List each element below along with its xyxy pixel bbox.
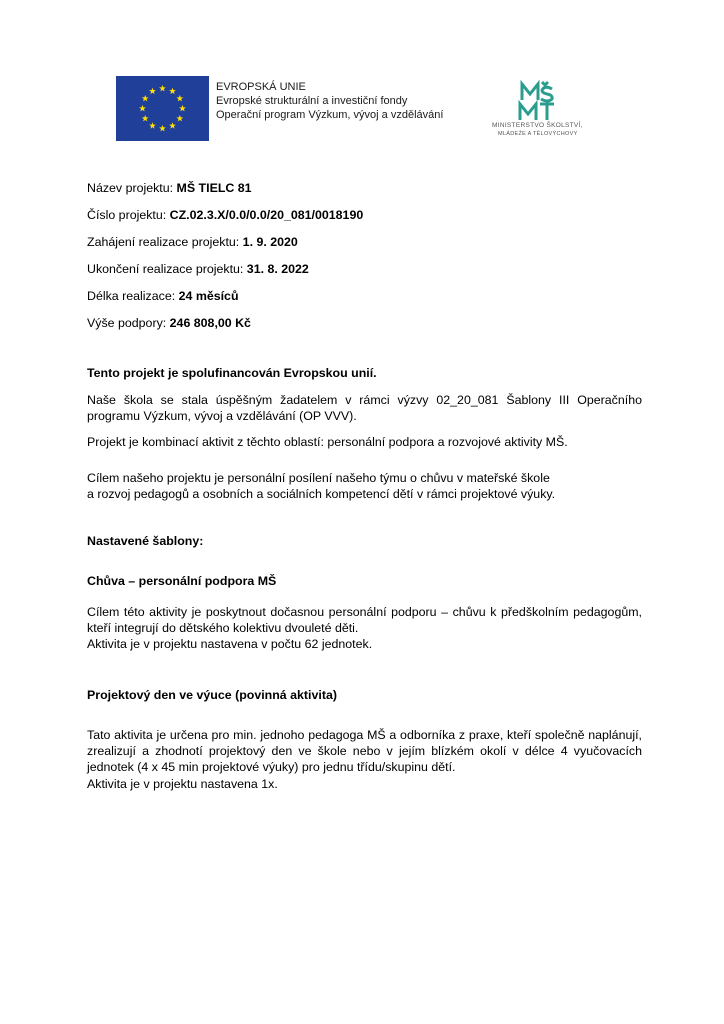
- project-info-duration: Délka realizace: 24 měsíců: [87, 289, 239, 303]
- eu-star: [176, 95, 183, 102]
- project-info-number: Číslo projektu: CZ.02.3.X/0.0/0.0/20_081/0018190: [87, 208, 364, 222]
- intro-paragraph-2: Projekt je kombinací aktivit z těchto oblastí: personální podpora a rozvojové aktivity MŠ.: [87, 435, 568, 449]
- eu-logo-text: [216, 80, 476, 122]
- eu-star: [149, 88, 156, 95]
- msmt-caption-line1: MINISTERSTVO ŠKOLSTVÍ,: [492, 122, 583, 129]
- eu-star: [159, 125, 166, 132]
- project-info-start: Zahájení realizace projektu: 1. 9. 2020: [87, 235, 298, 249]
- document-body: [87, 180, 642, 791]
- template1-count: Aktivita je v projektu nastavena v počtu 62 jednotek.: [87, 637, 373, 651]
- template2-heading: Projektový den ve výuce (povinná aktivita): [87, 688, 337, 702]
- eu-star: [169, 88, 176, 95]
- intro-paragraph-1: Naše škola se stala úspěšným žadatelem v rámci výzvy 02_20_081 Šablony III Operačního programu Výzkum, vývoj a vzdělávání (OP VVV).: [87, 393, 642, 423]
- eu-star: [176, 115, 183, 122]
- msmt-logo: [490, 80, 620, 150]
- eu-program-line: Operační program Výzkum, vývoj a vzdělávání: [216, 109, 444, 121]
- project-info-end: Ukončení realizace projektu: 31. 8. 2022: [87, 262, 309, 276]
- eu-star: [139, 105, 146, 112]
- templates-heading: Nastavené šablony:: [87, 534, 204, 548]
- eu-star: [149, 122, 156, 129]
- cofinance-heading: Tento projekt je spolufinancován Evropskou unií.: [87, 366, 377, 380]
- template1-heading: Chůva – personální podpora MŠ: [87, 574, 277, 588]
- template1-text: Cílem této aktivity je poskytnout dočasnou personální podporu – chůvu k předškolním pedagogům, kteří integrují do dětského kolektivu dvouleté děti.: [87, 605, 642, 635]
- goal-line-2: a rozvoj pedagogů a osobních a sociálních kompetencí dětí v rámci projektové výuky.: [87, 487, 556, 501]
- eu-star: [159, 85, 166, 92]
- project-info-list: [87, 180, 642, 331]
- project-info-amount: Výše podpory: 246 808,00 Kč: [87, 316, 251, 330]
- template2-count: Aktivita je v projektu nastavena 1x.: [87, 777, 278, 791]
- eu-funds-line: Evropské strukturální a investiční fondy: [216, 95, 408, 107]
- eu-title: EVROPSKÁ UNIE: [216, 81, 306, 93]
- eu-star: [142, 95, 149, 102]
- msmt-caption: [490, 122, 632, 138]
- goal-paragraph: [87, 470, 642, 502]
- goal-line-1: Cílem našeho projektu je personální posílení našeho týmu o chůvu v mateřské škole: [87, 471, 550, 485]
- eu-star: [179, 105, 186, 112]
- eu-star: [169, 122, 176, 129]
- eu-star: [142, 115, 149, 122]
- eu-flag-logo: [116, 76, 209, 141]
- msmt-caption-line2: MLÁDEŽE A TĚLOVÝCHOVY: [498, 131, 578, 137]
- template2-text: Tato aktivita je určena pro min. jednoho pedagoga MŠ a odborníka z praxe, kteří společně naplánují, zrealizují a zhodnotí projektový den ve škole nebo v jejím blízkém okolí v délce 4 vyučovacích jednotek (4 x 45 min projektové výuky) pro jednu třídu/skupinu dětí.: [87, 728, 642, 774]
- project-info-name: Název projektu: MŠ TIELC 81: [87, 181, 252, 195]
